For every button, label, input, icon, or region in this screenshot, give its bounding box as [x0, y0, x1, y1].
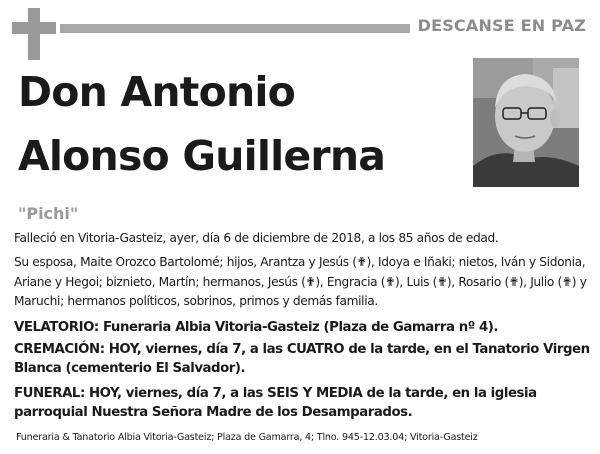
cross-vertical-bar	[28, 8, 40, 60]
deceased-nickname: "Pichi"	[18, 204, 79, 223]
velatorio-info: VELATORIO: Funeraria Albia Vitoria-Gasteiz (Plaza de Gamarra nº 4).	[14, 320, 498, 335]
header-divider	[60, 24, 410, 33]
death-announcement: Falleció en Vitoria-Gasteiz, ayer, día 6 de diciembre de 2018, a los 85 años de edad.	[14, 231, 499, 245]
portrait-photo	[473, 58, 579, 187]
rest-in-peace-label: DESCANSE EN PAZ	[417, 16, 586, 35]
funeral-info: FUNERAL: HOY, viernes, día 7, a las SEIS Y MEDIA de la tarde, en la iglesia parroquial Nuestra Señora Madre de los Desamparados.	[14, 386, 537, 420]
portrait-photo-graphic	[473, 58, 579, 187]
cross-horizontal-bar	[12, 22, 56, 34]
family-list: Su esposa, Maite Orozco Bartolomé; hijos, Arantza y Jesús (✟), Idoya e Iñaki; nietos, Iván y Sidonia, Ariane y Hegoi; biznieto, Martín; hermanos, Jesús (✟), Engracia (✟), Luis (✟), Rosario (✟), Julio (✟) y Maruchi; hermanos políticos, sobrinos, primos y demás familia.	[14, 255, 587, 308]
funeral-home-footer: Funeraria & Tanatorio Albia Vitoria-Gasteiz; Plaza de Gamarra, 4; Tlno. 945-12.03.04; Vitoria-Gasteiz	[16, 432, 478, 443]
cremacion-info: CREMACIÓN: HOY, viernes, día 7, a las CUATRO de la tarde, en el Tanatorio Virgen Blanca (cementerio El Salvador).	[14, 342, 590, 376]
deceased-name-line1: Don Antonio	[18, 68, 295, 116]
deceased-name-line2: Alonso Guillerna	[18, 132, 386, 180]
